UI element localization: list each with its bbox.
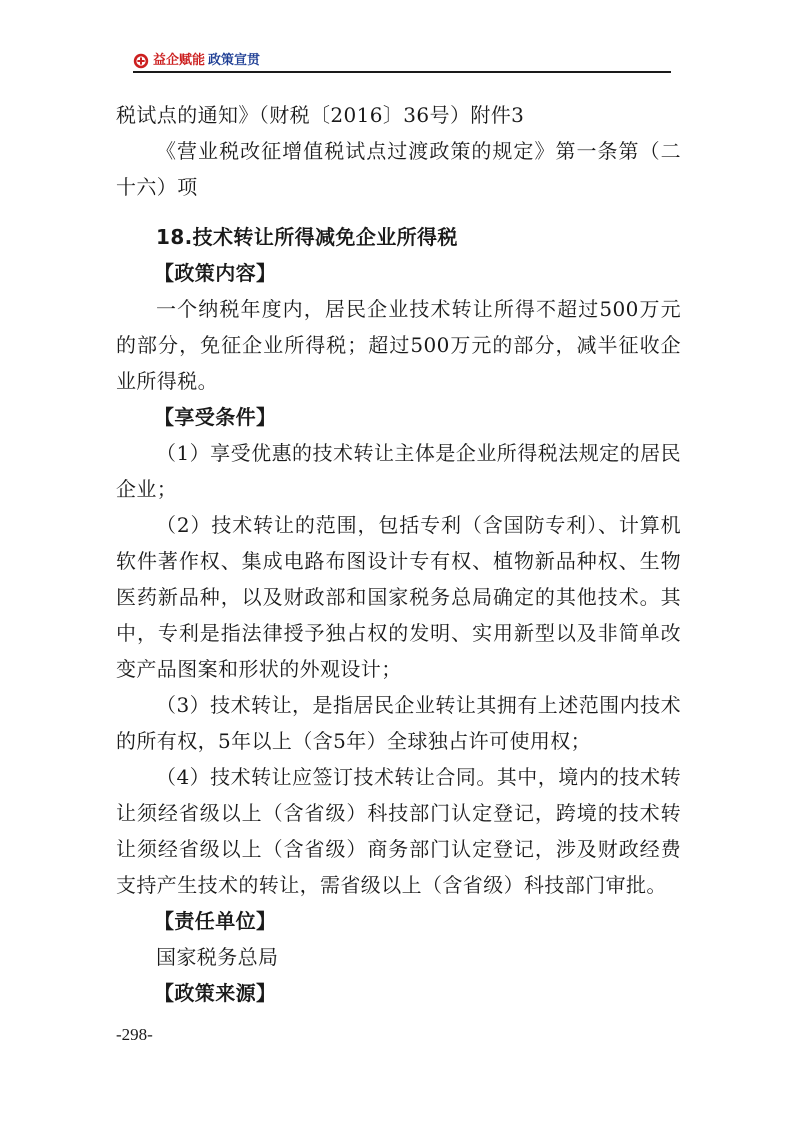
- brand-text: [153, 52, 260, 70]
- condition-item: （2）技术转让的范围，包括专利（含国防专利）、计算机软件著作权、集成电路布图设计专有权、植物新品种权、生物医药新品种，以及财政部和国家税务总局确定的其他技术。其中，专利是指法律授予独占权的发明、实用新型以及非简单改变产品图案和形状的外观设计；: [116, 513, 681, 681]
- item-title: 18.技术转让所得减免企业所得税: [156, 225, 458, 249]
- condition-item: （1）享受优惠的技术转让主体是企业所得税法规定的居民企业；: [116, 441, 681, 501]
- condition-item: （4）技术转让应签订技术转让合同。其中，境内的技术转让须经省级以上（含省级）科技部门认定登记，跨境的技术转让须经省级以上（含省级）商务部门认定登记，涉及财政经费支持产生技术的转让，需省级以上（含省级）科技部门审批。: [116, 765, 681, 897]
- page-header: [133, 51, 671, 73]
- brand-part2: 政策宣贯: [208, 53, 261, 68]
- document-body: [116, 97, 681, 1011]
- policy-source-heading: 【政策来源】: [154, 981, 277, 1005]
- source-reference: 《营业税改征增值税试点过渡政策的规定》第一条第（二十六）项: [116, 139, 681, 199]
- conditions-heading: 【享受条件】: [154, 405, 277, 429]
- condition-item: （3）技术转让，是指居民企业转让其拥有上述范围内技术的所有权，5年以上（含5年）全球独占许可使用权；: [116, 693, 681, 753]
- brand-logo-icon: [133, 53, 149, 69]
- policy-content-text: 一个纳税年度内，居民企业技术转让所得不超过500万元的部分，免征企业所得税；超过500万元的部分，减半征收企业所得税。: [116, 297, 681, 393]
- continued-line: 税试点的通知》（财税〔2016〕36号）附件3: [116, 103, 525, 127]
- page-number: -298-: [116, 1025, 153, 1044]
- responsible-unit: 国家税务总局: [156, 945, 279, 969]
- brand-part1: 益企赋能: [153, 53, 206, 68]
- policy-content-heading: 【政策内容】: [154, 261, 277, 285]
- responsible-unit-heading: 【责任单位】: [154, 909, 277, 933]
- header-divider: [133, 71, 671, 73]
